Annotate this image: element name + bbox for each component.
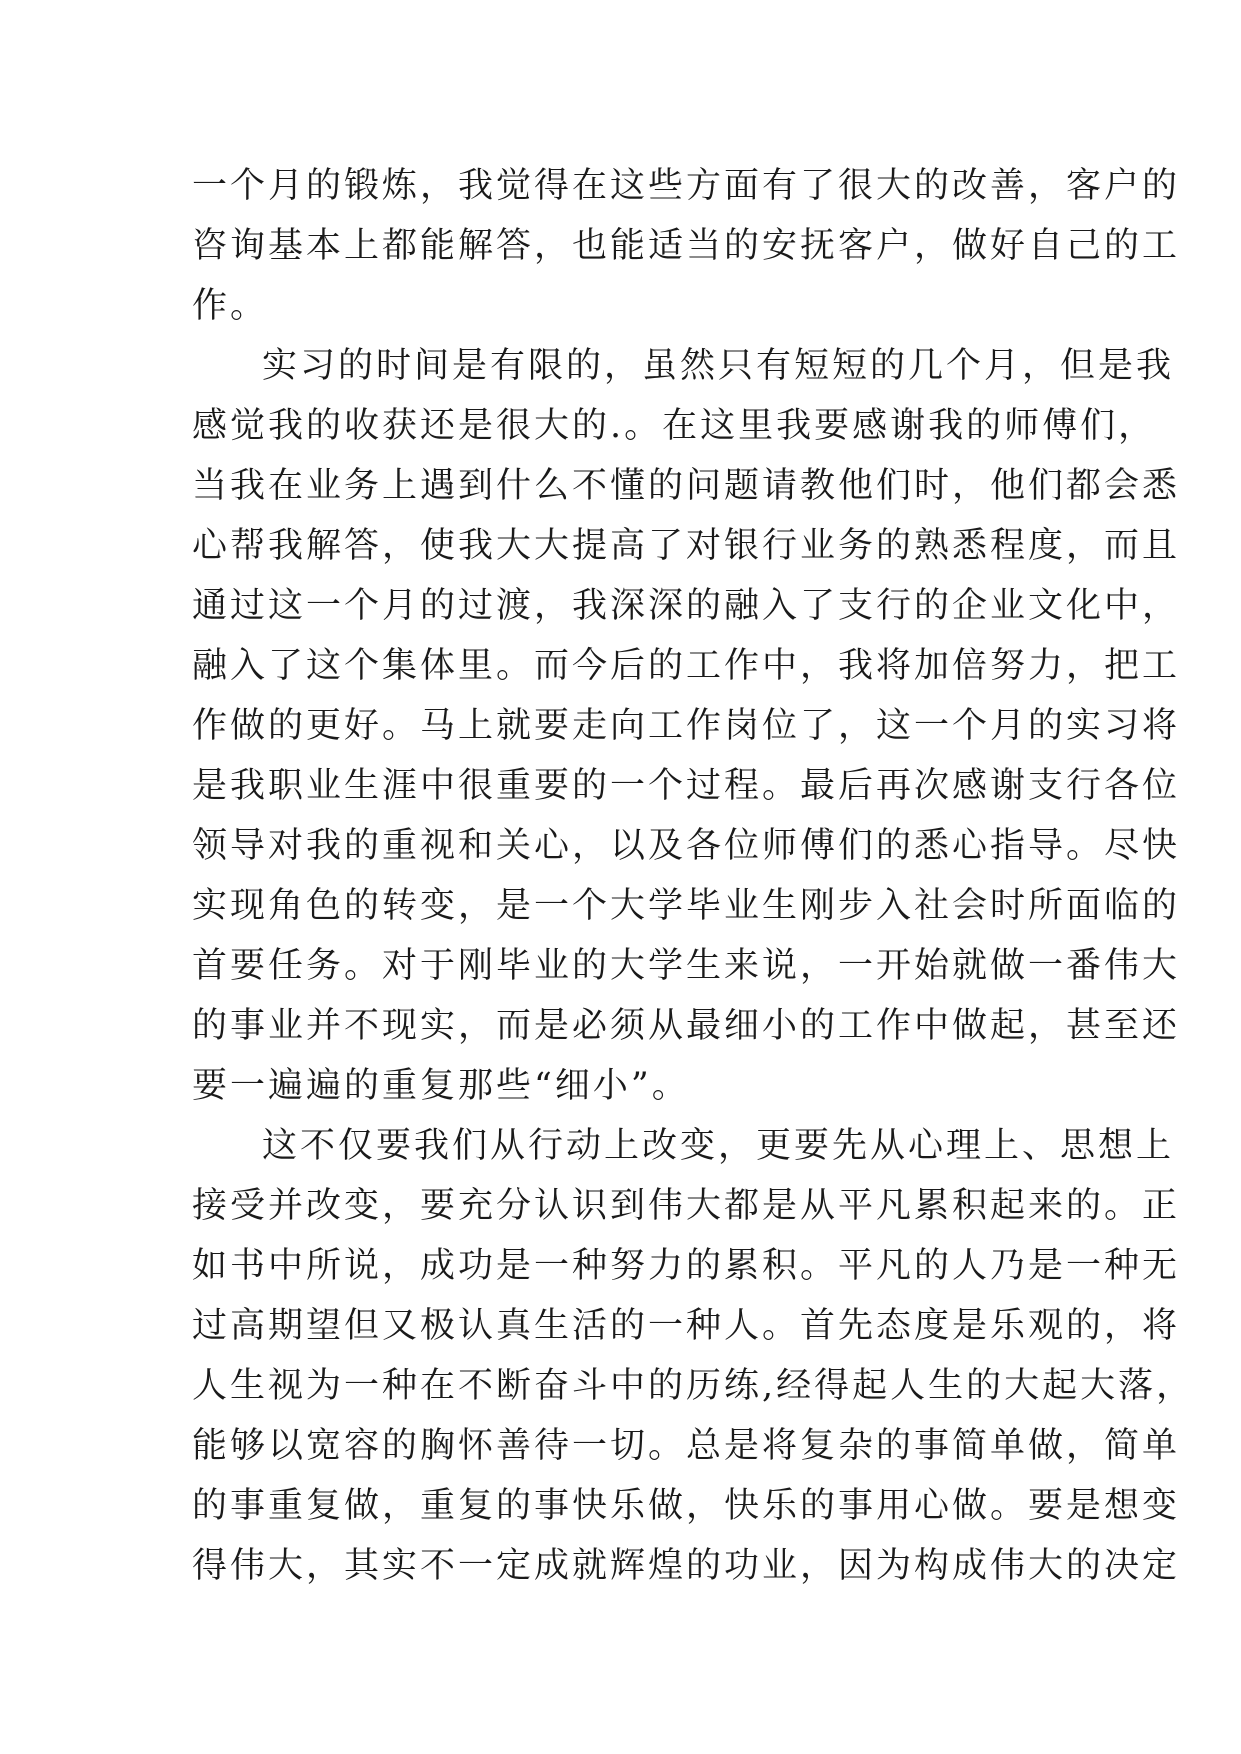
text-line: 人生视为一种在不断奋斗中的历练,经得起人生的大起大落，	[192, 1366, 1195, 1406]
paragraph-first-line: 实习的时间是有限的，虽然只有短短的几个月，但是我	[262, 346, 1175, 386]
text-line: 作。	[192, 286, 269, 326]
text-line: 作做的更好。马上就要走向工作岗位了，这一个月的实习将	[192, 706, 1181, 746]
text-line: 的事业并不现实，而是必须从最细小的工作中做起，甚至还	[192, 1006, 1181, 1046]
paragraph-first-line: 这不仅要我们从行动上改变，更要先从心理上、思想上	[262, 1126, 1175, 1166]
text-line: 领导对我的重视和关心，以及各位师傅们的悉心指导。尽快	[192, 826, 1181, 866]
text-line: 感觉我的收获还是很大的.。在这里我要感谢我的师傅们，	[192, 406, 1157, 446]
body-text	[192, 156, 1195, 1596]
text-line: 实现角色的转变，是一个大学毕业生刚步入社会时所面临的	[192, 886, 1181, 926]
text-line: 首要任务。对于刚毕业的大学生来说，一开始就做一番伟大	[192, 946, 1181, 986]
text-line: 咨询基本上都能解答，也能适当的安抚客户，做好自己的工	[192, 226, 1181, 266]
text-line: 当我在业务上遇到什么不懂的问题请教他们时，他们都会悉	[192, 466, 1181, 506]
text-line: 接受并改变，要充分认识到伟大都是从平凡累积起来的。正	[192, 1186, 1181, 1226]
text-line: 通过这一个月的过渡，我深深的融入了支行的企业文化中，	[192, 586, 1181, 626]
text-line: 能够以宽容的胸怀善待一切。总是将复杂的事简单做，简单	[192, 1426, 1181, 1466]
text-line: 的事重复做，重复的事快乐做，快乐的事用心做。要是想变	[192, 1486, 1181, 1526]
text-line: 是我职业生涯中很重要的一个过程。最后再次感谢支行各位	[192, 766, 1181, 806]
text-line: 得伟大，其实不一定成就辉煌的功业，因为构成伟大的决定	[192, 1546, 1181, 1586]
text-line: 一个月的锻炼，我觉得在这些方面有了很大的改善，客户的	[192, 166, 1181, 206]
text-line: 要一遍遍的重复那些“细小”。	[192, 1066, 690, 1106]
text-line: 过高期望但又极认真生活的一种人。首先态度是乐观的，将	[192, 1306, 1181, 1346]
text-line: 心帮我解答，使我大大提高了对银行业务的熟悉程度，而且	[192, 526, 1181, 566]
text-line: 融入了这个集体里。而今后的工作中，我将加倍努力，把工	[192, 646, 1181, 686]
text-line: 如书中所说，成功是一种努力的累积。平凡的人乃是一种无	[192, 1246, 1181, 1286]
